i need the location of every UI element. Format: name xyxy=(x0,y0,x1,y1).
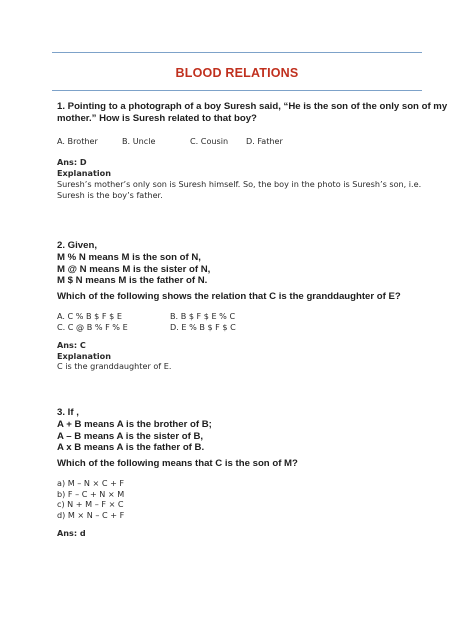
q2-explanation: C is the granddaughter of E. xyxy=(57,361,172,371)
q1-option-b: B. Uncle xyxy=(122,136,156,146)
question-2-given-line: M % N means M is the son of N, xyxy=(57,251,201,263)
question-3-given-line: 3. If , xyxy=(57,407,79,418)
q1-explanation-line: Suresh’s mother’s only son is Suresh himself. So, the boy in the photo is Suresh’s son, i.e. xyxy=(57,179,422,189)
question-2-text: Which of the following shows the relation that C is the granddaughter of E? xyxy=(57,291,401,302)
q3-option-c: c) N + M – F × C xyxy=(57,499,124,509)
question-2-given xyxy=(57,240,210,287)
top-divider xyxy=(52,52,422,53)
q2-option-b: B. B $ F $ E % C xyxy=(170,311,236,321)
q2-option-a: A. C % B $ F $ E xyxy=(57,311,122,321)
question-1-line: 1. Pointing to a photograph of a boy Suresh said, “He is the son of the only son of my xyxy=(57,101,448,112)
question-3-given-line: A x B means A is the father of B. xyxy=(57,442,205,454)
q1-answer: Ans: D xyxy=(57,157,87,167)
question-2-given-line: M $ N means M is the father of N. xyxy=(57,275,208,287)
q3-option-d: d) M × N – C + F xyxy=(57,509,125,520)
q1-option-c: C. Cousin xyxy=(190,136,229,146)
question-1-line: mother.” How is Suresh related to that boy? xyxy=(57,112,257,124)
q2-explanation-label: Explanation xyxy=(57,351,111,361)
q1-explanation xyxy=(57,179,421,201)
q2-answer: Ans: C xyxy=(57,340,86,350)
question-3-given-line: A – B means A is the sister of B, xyxy=(57,430,204,442)
question-1-text xyxy=(57,101,447,125)
question-3-text: Which of the following means that C is the son of M? xyxy=(57,458,298,469)
q2-option-d: D. E % B $ F $ C xyxy=(170,322,236,332)
question-2-given-line: 2. Given, xyxy=(57,240,97,251)
question-3-given xyxy=(57,407,212,454)
q3-option-a: a) M – N × C + F xyxy=(57,478,125,488)
q1-explanation-label: Explanation xyxy=(57,168,111,178)
q2-option-c: C. C @ B % F % E xyxy=(57,322,128,332)
title-divider xyxy=(52,90,422,91)
question-3-given-line: A + B means A is the brother of B; xyxy=(57,418,212,430)
q3-answer: Ans: d xyxy=(57,528,86,538)
page-title: BLOOD RELATIONS xyxy=(175,66,299,80)
q3-option-b: b) F – C + N × M xyxy=(57,488,125,499)
q1-option-a: A. Brother xyxy=(57,136,98,146)
q1-option-d: D. Father xyxy=(246,136,283,146)
question-2-given-line: M @ N means M is the sister of N, xyxy=(57,263,211,275)
q3-options xyxy=(57,478,124,520)
q1-explanation-line: Suresh is the boy’s father. xyxy=(57,190,163,200)
